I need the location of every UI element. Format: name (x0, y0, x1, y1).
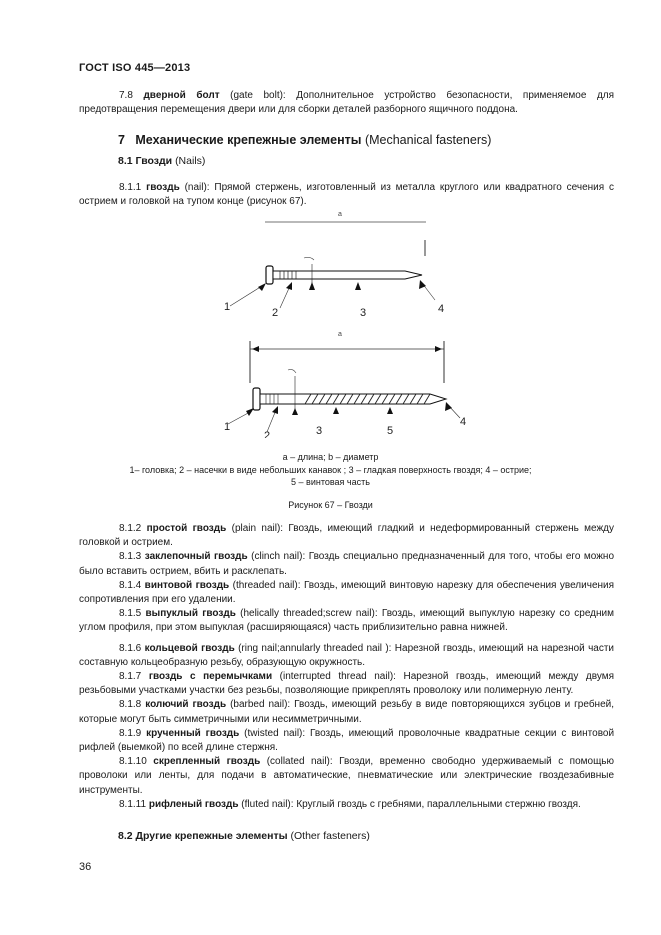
definition-8-1-11: 8.1.11 рифленый гвоздь (fluted nail): Круглый гвоздь с гребнями, параллельными стержню гвоздя. (119, 798, 581, 810)
paragraph-8-1-1 (79, 181, 614, 209)
section-title: 8.1 Гвозди (118, 155, 173, 167)
figure-legend-line1: a – длина; b – диаметр (282, 452, 379, 462)
term: дверной болт (143, 90, 220, 101)
section-title: Механические крепежные элементы (135, 133, 362, 147)
section-8-1-heading (118, 155, 205, 167)
section-title-en: (Other fasteners) (290, 830, 370, 842)
definition-8-1-10: 8.1.10 скрепленный гвоздь (collated nail): Гвозди, временно свободно удерживаемый с помощью проволоки или ленты, для подачи в автоматические, пневматические или электрические гвоздезабивные инструменты. (79, 756, 615, 796)
nail1-label-1: 1 (224, 301, 231, 313)
term: гвоздь (146, 182, 180, 193)
figure-legend-line2: 1– головка; 2 – насечки в виде небольших канавок ; 3 – гладкая поверхность гвоздя; 4 – острие; (129, 465, 532, 475)
nail2-label-5: 5 (387, 425, 394, 437)
nail1-label-2: 2 (272, 307, 279, 319)
label-a: a (338, 211, 342, 218)
figure-legend-line3: 5 – винтовая часть (291, 477, 370, 487)
definition-8-1-2: 8.1.2 простой гвоздь (plain nail): Гвоздь, имеющий гладкий и недеформированный стержень между головкой и острием. (79, 523, 615, 549)
page-number: 36 (79, 861, 92, 873)
definition-8-1-8: 8.1.8 колючий гвоздь (barbed nail): Гвоздь, имеющий резьбу в виде повторяющихся зубцов и гребней, которые могут быть симметричными или несимметричными. (79, 699, 614, 725)
section-title-en: (Nails) (175, 155, 206, 167)
figure-caption: Рисунок 67 – Гвозди (288, 500, 373, 510)
nail-shank (273, 271, 422, 279)
paragraph-7-8 (79, 89, 614, 117)
nail-head (266, 266, 273, 284)
nail2-label-1: 1 (224, 421, 231, 433)
section-8-2-heading (118, 830, 370, 842)
definition-8-1-5: 8.1.5 выпуклый гвоздь (helically threaded;screw nail): Гвоздь, имеющий выпуклую нарезку со средним углом профиля, при этом выпуклая (расширяющаяся) часть приблизительно равна нижней. (79, 608, 614, 634)
clause-number: 8.1.1 (119, 182, 142, 193)
nail2-label-4: 4 (460, 416, 467, 428)
definition-8-1-3: 8.1.3 заклепочный гвоздь (clinch nail): Гвоздь специально предназначенный для того, чтобы его можно было вставить острием, вбить и расклепать. (79, 551, 615, 577)
definitions-list (79, 522, 614, 812)
definition: Прямой стержень, изготовленный из металла круглого или квадратного сечения с острием и головкой на тупом конце (рисунок 67). (79, 182, 615, 208)
definition-8-1-7: 8.1.7 гвоздь с перемычками (interrupted thread nail): Нарезной гвоздь, имеющий между двумя резьбовыми участками участки без резьбы, позволяющие прикреплять проволоку или полимерную ленту. (79, 671, 615, 697)
definition-8-1-6: 8.1.6 кольцевой гвоздь (ring nail;annularly threaded nail ): Нарезной гвоздь, имеющий на нарезной части составную кольцеобразную резьбу, образующую окружность. (79, 642, 615, 668)
nail2-head (253, 388, 260, 410)
term-en: (nail): (184, 182, 210, 193)
section-number: 7 (118, 133, 125, 147)
nail1-label-4: 4 (438, 303, 445, 315)
nail2-label-2: 2 (264, 430, 271, 438)
label-a-2: a (338, 331, 342, 338)
section-title: 8.2 Другие крепежные элементы (118, 830, 288, 842)
definition-8-1-4: 8.1.4 винтовой гвоздь (threaded nail): Гвоздь, имеющий винтовую нарезку для обеспечения увеличения сопротивления при его удалении. (79, 579, 615, 606)
nail1-label-3: 3 (360, 307, 367, 319)
document-header: ГОСТ ISO 445—2013 (79, 62, 191, 74)
term-en: (gate bolt): (230, 90, 286, 101)
definition: Дополнительное устройство безопасности, применяемое для предотвращения перемещения двери или для сборки деталей разборного ящичного поддона. (79, 90, 615, 116)
nail2-label-3: 3 (316, 425, 323, 437)
clause-number: 7.8 (119, 90, 133, 101)
section-title-en: (Mechanical fasteners) (364, 133, 492, 147)
section-7-heading (118, 133, 491, 147)
figure-67-nails (200, 208, 490, 438)
definition-8-1-9: 8.1.9 крученный гвоздь (twisted nail): Гвоздь, имеющий проволочные квадратные секции с винтовой рифлей (выемкой) по всей длине стержня. (79, 727, 615, 754)
